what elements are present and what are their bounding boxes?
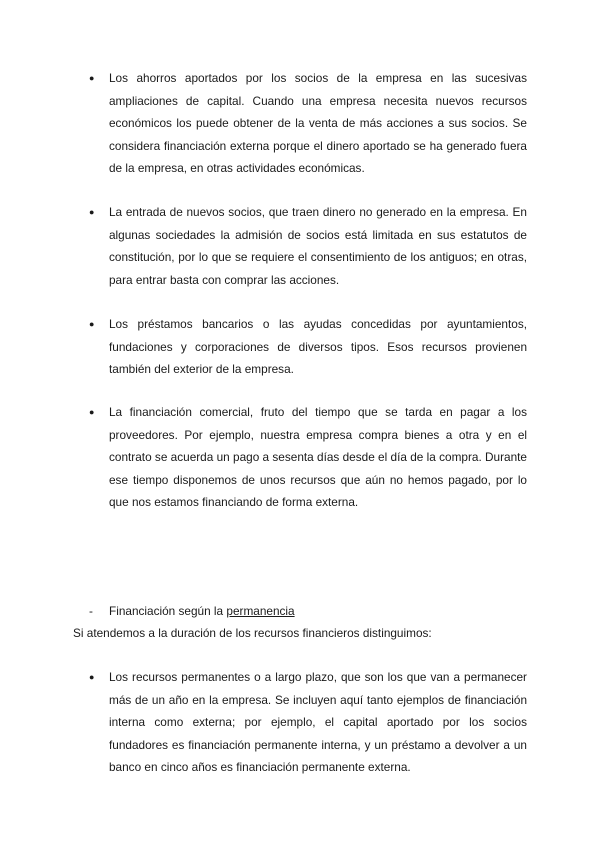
list-item xyxy=(89,201,527,291)
list-item-text: Los ahorros aportados por los socios de la empresa en las sucesivas ampliaciones de capital. Cuando una empresa necesita nuevos recursos económicos los puede obtener de la venta de más acciones a sus socios. Se considera financiación externa porque el dinero aportado se ha generado fuera de la empresa, en otras actividades económicas. xyxy=(109,71,527,176)
list-item xyxy=(89,666,527,779)
bullet-icon: ● xyxy=(89,73,95,83)
bullet-icon: ● xyxy=(89,672,95,682)
section-heading-prefix: Financiación según la xyxy=(109,604,227,618)
bullet-icon: ● xyxy=(89,319,95,329)
list-item xyxy=(89,313,527,381)
section-intro: Si atendemos a la duración de los recursos financieros distinguimos: xyxy=(73,626,432,640)
bullet-icon: ● xyxy=(89,207,95,217)
section-heading-keyword: permanencia xyxy=(226,604,295,618)
bullet-icon: ● xyxy=(89,407,95,417)
list-item xyxy=(89,67,527,180)
list-item-text: La financiación comercial, fruto del tiempo que se tarda en pagar a los proveedores. Por ejemplo, nuestra empresa compra bienes a otra y en el contrato se acuerda un pago a sesenta días desde el día de la compra. Durante ese tiempo disponemos de unos recursos que aún no hemos pagado, por lo que nos estamos financiando de forma externa. xyxy=(109,405,527,510)
list-item-text: Los préstamos bancarios o las ayudas concedidas por ayuntamientos, fundaciones y corporaciones de diversos tipos. Esos recursos provienen también del exterior de la empresa. xyxy=(109,317,527,377)
dash-marker: - xyxy=(89,604,93,618)
section-heading xyxy=(89,600,295,623)
list-item xyxy=(89,401,527,514)
list-item-text: La entrada de nuevos socios, que traen dinero no generado en la empresa. En algunas sociedades la admisión de socios está limitada en sus estatutos de constitución, por lo que se requiere el consentimiento de los antiguos; en otras, para entrar basta con comprar las acciones. xyxy=(109,205,527,287)
list-item-text: Los recursos permanentes o a largo plazo, que son los que van a permanecer más de un año en la empresa. Se incluyen aquí tanto ejemplos de financiación interna como externa; por ejemplo, el capital aportado por los socios fundadores es financiación permanente interna, y un préstamo a devolver a un banco en cinco años es financiación permanente externa. xyxy=(109,670,527,775)
